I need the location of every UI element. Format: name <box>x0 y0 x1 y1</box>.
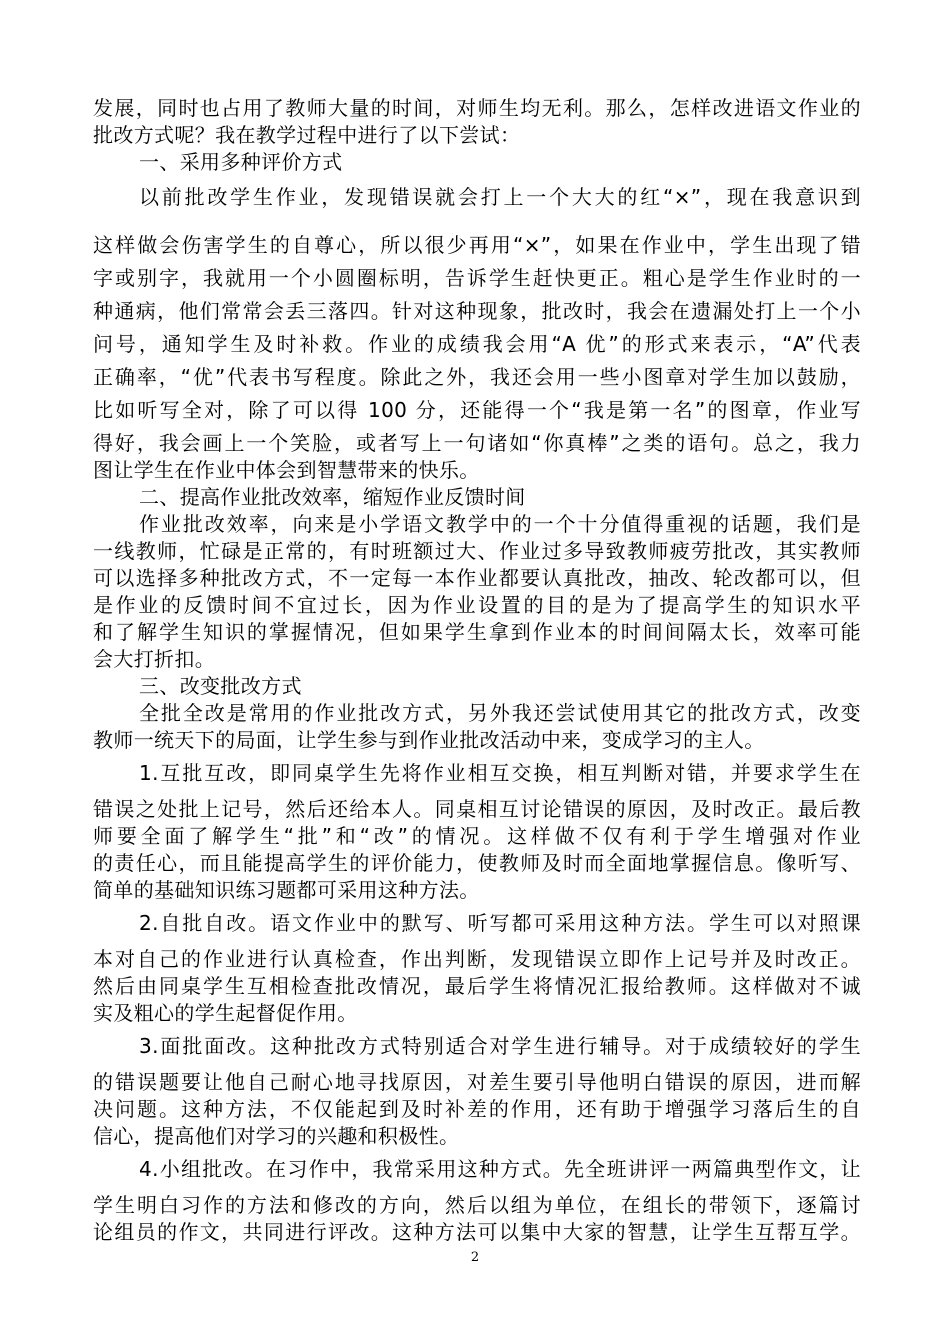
text-line: 批改方式呢？我在教学过程中进行了以下尝试： <box>93 123 521 147</box>
text-line: 可以选择多种批改方式，不一定每一本作业都要认真批改，抽改、轮改都可以，但 <box>93 566 861 590</box>
text-line: 2.自批自改。语文作业中的默写、听写都可采用这种方法。学生可以对照课 <box>139 911 861 935</box>
text-line: 学生明白习作的方法和修改的方向，然后以组为单位，在组长的带领下，逐篇讨 <box>93 1193 861 1217</box>
text-line: 4.小组批改。在习作中，我常采用这种方式。先全班讲评一两篇典型作文，让 <box>139 1157 861 1181</box>
text-line: 全批全改是常用的作业批改方式，另外我还尝试使用其它的批改方式，改变 <box>139 701 861 725</box>
text-line: 3.面批面改。这种批改方式特别适合对学生进行辅导。对于成绩较好的学生 <box>139 1034 861 1058</box>
text-line: 这样做会伤害学生的自尊心，所以很少再用“×”，如果在作业中，学生出现了错 <box>93 233 861 257</box>
text-line: 种通病，他们常常会丢三落四。针对这种现象，批改时，我会在遗漏处打上一个小 <box>93 299 861 323</box>
text-line: 字或别字，我就用一个小圆圈标明，告诉学生赶快更正。粗心是学生作业时的一 <box>93 266 861 290</box>
text-line: 发展，同时也占用了教师大量的时间，对师生均无利。那么，怎样改进语文作业的 <box>93 96 861 120</box>
text-line: 比如听写全对，除了可以得 100 分，还能得一个“我是第一名”的图章，作业写 <box>93 398 861 422</box>
text-line: 作业批改效率，向来是小学语文教学中的一个十分值得重视的话题，我们是 <box>139 512 861 536</box>
text-line: 会大打折扣。 <box>93 647 216 671</box>
text-line: 错误之处批上记号，然后还给本人。同桌相互讨论错误的原因，及时改正。最后教 <box>93 797 861 821</box>
text-line: 图让学生在作业中体会到智慧带来的快乐。 <box>93 458 480 482</box>
section-heading: 三、改变批改方式 <box>139 674 302 698</box>
section-heading: 一、采用多种评价方式 <box>139 150 343 174</box>
page-number: 2 <box>470 1250 480 1265</box>
text-line: 一线教师，忙碌是正常的，有时班额过大、作业过多导致教师疲劳批改，其实教师 <box>93 539 861 563</box>
text-line: 问号，通知学生及时补救。作业的成绩我会用“A 优”的形式来表示，“A”代表 <box>93 332 861 356</box>
text-line: 决问题。这种方法，不仅能起到及时补差的作用，还有助于增强学习落后生的自 <box>93 1097 861 1121</box>
text-line: 的责任心，而且能提高学生的评价能力，使教师及时而全面地掌握信息。像听写、 <box>93 851 861 875</box>
text-line: 论组员的作文，共同进行评改。这种方法可以集中大家的智慧，让学生互帮互学。 <box>93 1220 861 1244</box>
text-line: 和了解学生知识的掌握情况，但如果学生拿到作业本的时间间隔太长，效率可能 <box>93 620 861 644</box>
text-line: 然后由同桌学生互相检查批改情况，最后学生将情况汇报给教师。这样做对不诚 <box>93 974 861 998</box>
text-line: 师要全面了解学生“批”和“改”的情况。这样做不仅有利于学生增强对作业 <box>93 824 861 848</box>
text-line: 得好，我会画上一个笑脸，或者写上一句诸如“你真棒”之类的语句。总之，我力 <box>93 431 861 455</box>
text-line: 以前批改学生作业，发现错误就会打上一个大大的红“×”，现在我意识到 <box>139 185 861 209</box>
text-line: 实及粗心的学生起督促作用。 <box>93 1001 358 1025</box>
text-line: 简单的基础知识练习题都可采用这种方法。 <box>93 878 480 902</box>
text-line: 教师一统天下的局面，让学生参与到作业批改活动中来，变成学习的主人。 <box>93 728 765 752</box>
text-line: 的错误题要让他自己耐心地寻找原因，对差生要引导他明白错误的原因，进而解 <box>93 1070 861 1094</box>
text-line: 信心，提高他们对学习的兴趣和积极性。 <box>93 1124 460 1148</box>
text-line: 1.互批互改，即同桌学生先将作业相互交换，相互判断对错，并要求学生在 <box>139 761 861 785</box>
text-line: 是作业的反馈时间不宜过长，因为作业设置的目的是为了提高学生的知识水平 <box>93 593 861 617</box>
section-heading: 二、提高作业批改效率，缩短作业反馈时间 <box>139 485 526 509</box>
text-line: 正确率，“优”代表书写程度。除此之外，我还会用一些小图章对学生加以鼓励， <box>93 365 861 389</box>
text-line: 本对自己的作业进行认真检查，作出判断，发现错误立即作上记号并及时改正。 <box>93 947 861 971</box>
